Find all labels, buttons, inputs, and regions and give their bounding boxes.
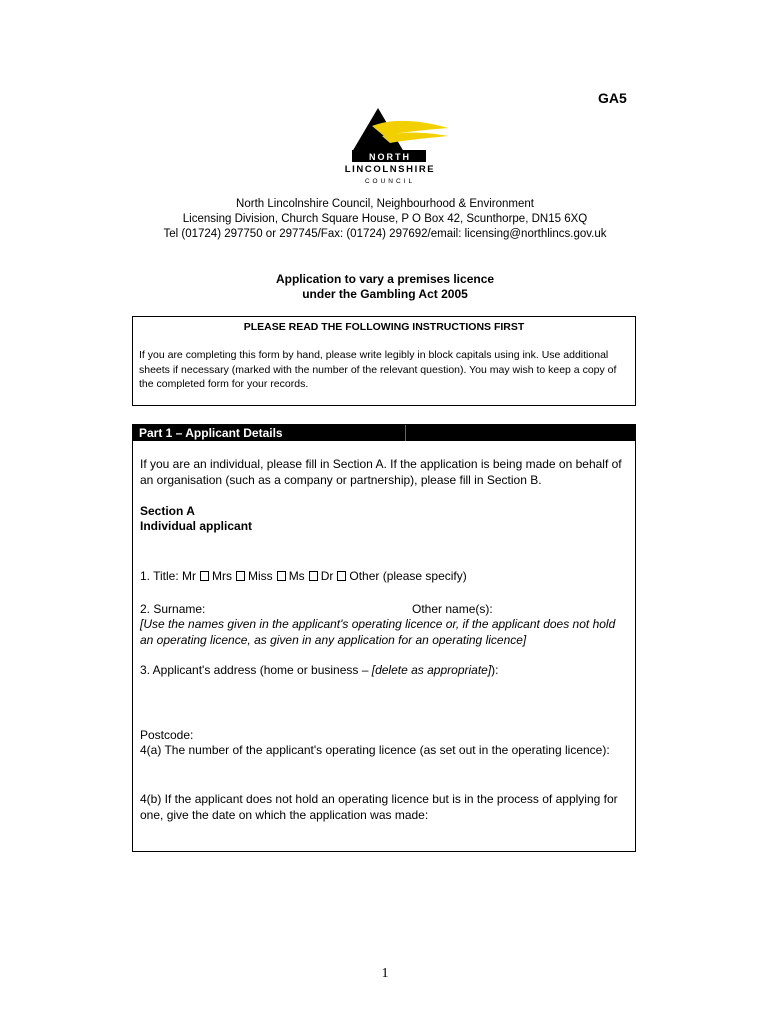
logo-text-lincolnshire: LINCOLNSHIRE [344,164,436,175]
licence-application-question: 4(b) If the applicant does not hold an operating licence but is in the process of applying for one, give the date on which the application was made: [140,792,618,822]
instructions-body: If you are completing this form by hand, please write legibly in block capitals using ink. Use additional sheets if necessary (marked with the number of the relevant question). You may wish to keep a copy of the completed form for your records. [139,349,617,390]
option-ms: Ms [288,569,305,583]
surname-label: 2. Surname: [140,602,206,616]
title-question [140,568,467,584]
names-note: [Use the names given in the applicant's operating licence or, if the applicant does not hold an operating licence, as given in any application for an operating licence] [140,617,616,647]
part1-section [132,424,636,852]
council-logo [330,106,450,192]
instructions-box [132,316,636,406]
option-miss: Miss [248,569,273,583]
title-line-2: under the Gambling Act 2005 [302,287,468,301]
page-number: 1 [381,966,389,981]
section-a-subtitle: Individual applicant [140,519,253,533]
section-a-label: Section A [140,504,195,518]
option-dr: Dr [320,569,334,583]
document-title [150,272,620,302]
address-question [140,662,499,678]
checkbox-mrs[interactable] [200,571,209,581]
operating-licence-question: 4(a) The number of the applicant's operating licence (as set out in the operating licence): [140,743,610,757]
logo-text-council: COUNCIL [364,178,416,185]
q3-prefix: 3. Applicant's address (home or business – [140,663,372,677]
address-line: North Lincolnshire Council, Neighbourhood & Environment [236,198,534,210]
logo-text-north: NORTH [369,152,411,162]
instructions-heading: PLEASE READ THE FOLLOWING INSTRUCTIONS FIRST [243,321,525,333]
checkbox-dr[interactable] [309,571,318,581]
part1-heading: Part 1 – Applicant Details [139,426,283,440]
checkbox-miss[interactable] [236,571,245,581]
checkbox-ms[interactable] [277,571,286,581]
part1-intro: If you are an individual, please fill in Section A. If the application is being made on behalf of an organisation (such as a company or partnership), please fill in Section B. [140,457,622,487]
q3-suffix: ): [491,663,499,677]
option-other: Other (please specify) [349,569,467,583]
q3-delete-note: [delete as appropriate] [371,663,492,677]
other-names-label: Other name(s): [412,602,493,616]
council-address [100,197,670,242]
address-line: Tel (01724) 297750 or 297745/Fax: (01724) 297692/email: licensing@northlincs.gov.uk [163,228,607,240]
postcode-label: Postcode: [140,728,194,742]
address-line: Licensing Division, Church Square House, P O Box 42, Scunthorpe, DN15 6XQ [182,213,588,225]
form-code: GA5 [598,90,627,106]
title-line-1: Application to vary a premises licence [275,272,495,286]
part1-header [133,425,635,441]
header-divider [405,425,406,441]
q1-label: 1. Title: Mr [140,569,197,583]
option-mrs: Mrs [212,569,233,583]
checkbox-other[interactable] [337,571,346,581]
